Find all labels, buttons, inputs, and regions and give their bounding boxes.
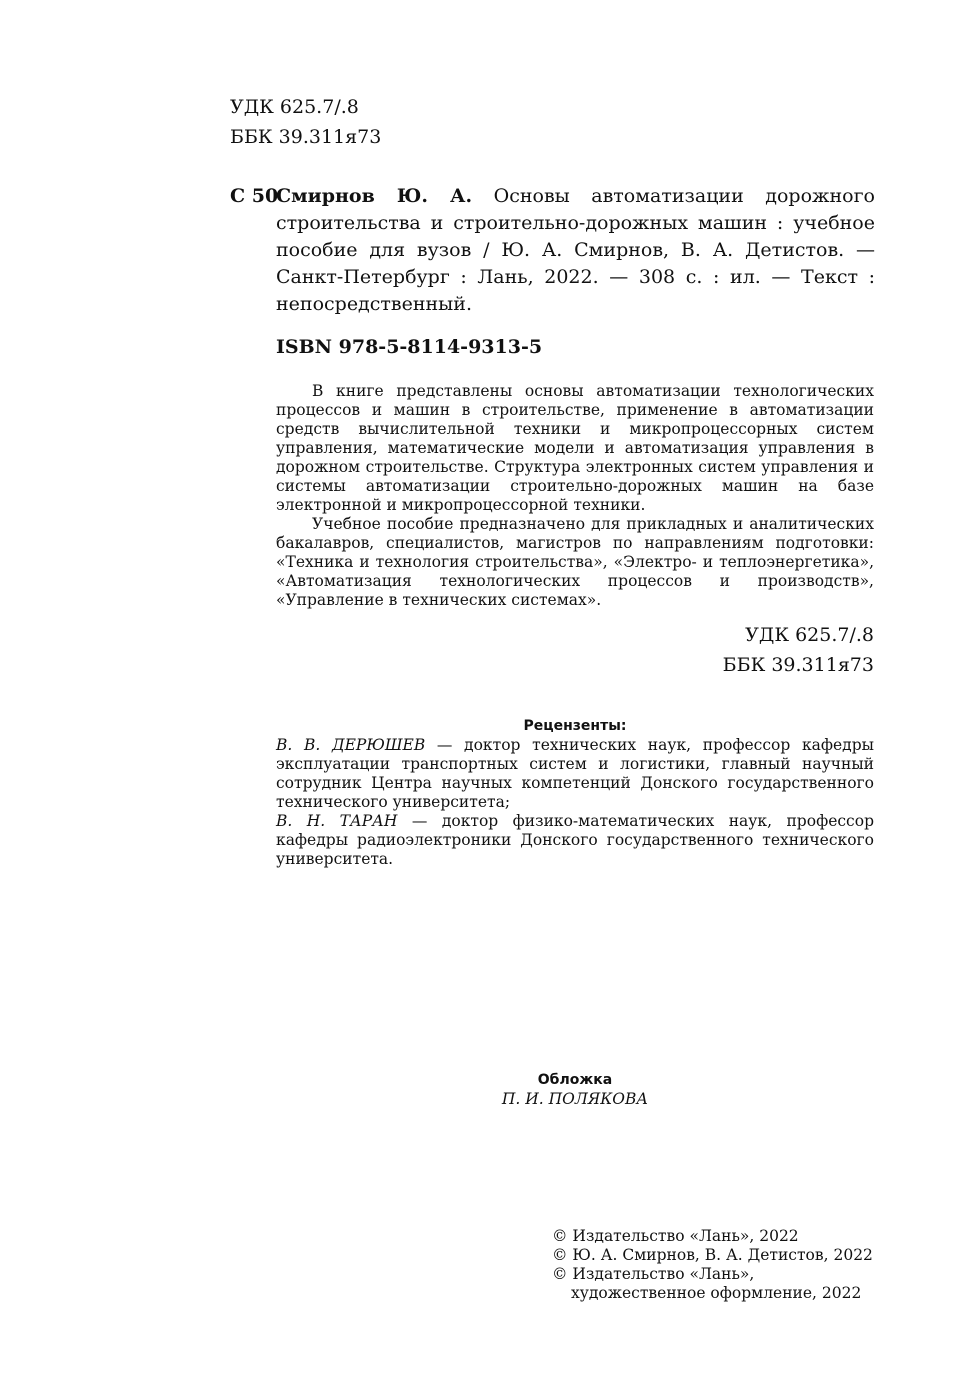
cover-designer-name: П. И. ПОЛЯКОВА	[501, 1090, 649, 1108]
copyright-line: © Издательство «Лань»,	[552, 1265, 755, 1283]
entry-author: Смирнов Ю. А.	[276, 185, 473, 207]
copyright-block	[552, 1227, 873, 1303]
bbk-code: ББК 39.311я73	[230, 126, 382, 148]
copyright-line: © Издательство «Лань», 2022	[552, 1227, 799, 1245]
classification-codes-top	[230, 92, 381, 152]
cover-credit	[276, 1071, 874, 1109]
isbn: ISBN 978-5-8114-9313-5	[276, 336, 543, 358]
annotation-paragraph: Учебное пособие предназначено для прикладных и аналитических бакалавров, специалистов, магистров по направлениям подготовки: «Техника и технология строительства», «Электро- и теплоэнергетика», «Автоматизация технологических процессов и производств», «Управление в технических системах».	[276, 515, 874, 609]
reviewer-credentials: — доктор технических наук, профессор кафедры эксплуатации транспортных систем и логистики, главный научный сотрудник Центра научных компетенций Донского государственного технического университета;	[276, 736, 874, 811]
reviewers-title: Рецензенты:	[523, 718, 627, 734]
bibliographic-description	[276, 183, 875, 318]
annotation-paragraph: В книге представлены основы автоматизации технологических процессов и машин в строительстве, применение в автоматизации средств вычислительной техники и микропроцессорных систем управления, математические модели и автоматизация управления в дорожном строительстве. Структура электронных систем управления и системы автоматизации строительно-дорожных машин на базе электронной и микропроцессорной техники.	[276, 382, 874, 514]
udk-code: УДК 625.7/.8	[230, 96, 359, 118]
entry-description: Основы автоматизации дорожного строительства и строительно-дорожных машин : учебное пособие для вузов / Ю. А. Смирнов, В. А. Детистов. — Санкт-Петербург : Лань, 2022. — 308 с. : ил. — Текст : непосредственный.	[276, 185, 875, 315]
udk-code: УДК 625.7/.8	[745, 624, 874, 646]
reviewer-credentials: — доктор физико-математических наук, профессор кафедры радиоэлектроники Донского государственного технического университета.	[276, 812, 874, 868]
catalog-entry	[230, 183, 875, 318]
cover-credit-title: Обложка	[537, 1072, 613, 1088]
classification-codes-bottom	[723, 620, 874, 680]
annotation	[276, 382, 874, 610]
reviewers	[276, 717, 874, 869]
copyright-line: © Ю. А. Смирнов, В. А. Детистов, 2022	[552, 1246, 873, 1264]
bbk-code: ББК 39.311я73	[722, 654, 874, 676]
reviewer-entry	[276, 736, 874, 812]
reviewer-entry	[276, 812, 874, 869]
author-mark: С 50	[230, 185, 279, 207]
reviewer-name: В. В. ДЕРЮШЕВ	[276, 736, 426, 754]
copyright-line: художественное оформление, 2022	[571, 1284, 862, 1302]
reviewer-name: В. Н. ТАРАН	[276, 812, 398, 830]
